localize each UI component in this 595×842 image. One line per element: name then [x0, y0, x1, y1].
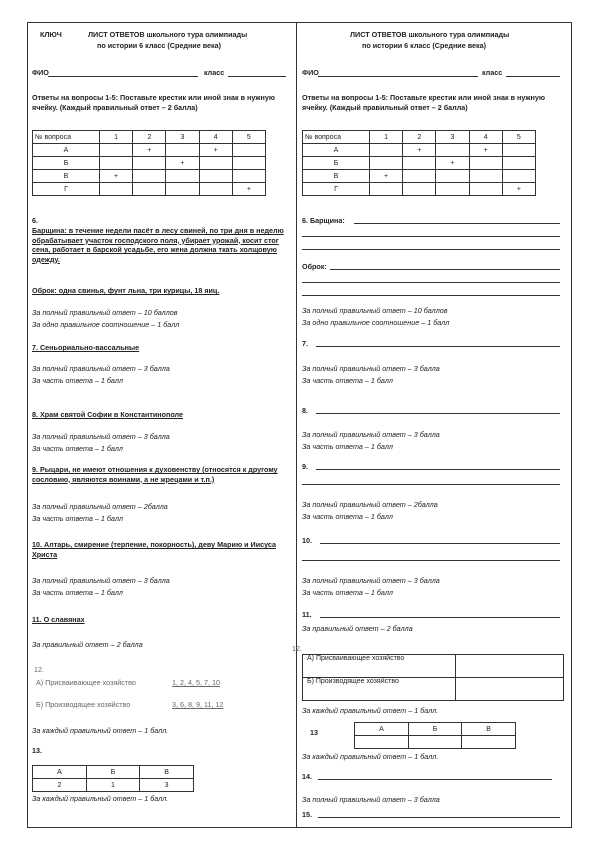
- q13-value-cell: 2: [33, 779, 87, 792]
- grid-cell[interactable]: +: [436, 157, 469, 170]
- right-answer-grid: [302, 130, 536, 196]
- left-title-line2: по истории 6 класс (Средние века): [97, 41, 222, 50]
- left-answer-grid: [32, 130, 266, 196]
- right-q6-obrok: Оброк:: [302, 262, 327, 271]
- grid-cell: [199, 170, 232, 183]
- right-fio-label: ФИО: [302, 68, 319, 77]
- grid-cell: +: [199, 144, 232, 157]
- q13-value-cell: 3: [140, 779, 194, 792]
- left-q8-score-part: За часть ответа – 1 балл: [32, 444, 123, 453]
- left-q10-score-part: За часть ответа – 1 балл: [32, 588, 123, 597]
- q13-header-cell: В: [462, 723, 516, 736]
- right-q11-number: 11.: [302, 610, 312, 619]
- left-q8-answer: 8. Храм святой Софии в Константинополе: [32, 410, 184, 419]
- answer-line[interactable]: [302, 236, 560, 237]
- grid-header-cell: № вопроса: [303, 131, 370, 144]
- grid-cell[interactable]: +: [370, 170, 403, 183]
- q13-header-row: [355, 723, 516, 736]
- left-q12-a-value: 1, 2, 4, 5, 7, 10: [172, 678, 220, 687]
- left-q6-score-part: За одно правильное соотношение – 1 балл: [32, 320, 180, 329]
- left-q13-number: 13.: [32, 746, 42, 755]
- q12-row: [303, 655, 564, 678]
- grid-row: [303, 183, 536, 196]
- grid-cell: [133, 157, 166, 170]
- grid-cell: +: [133, 144, 166, 157]
- answer-line[interactable]: [302, 560, 560, 561]
- grid-row-label: Г: [303, 183, 370, 196]
- answer-line[interactable]: [320, 617, 560, 618]
- grid-cell[interactable]: [370, 157, 403, 170]
- grid-header-cell: 1: [100, 131, 133, 144]
- right-instructions: Ответы на вопросы 1-5: Поставьте крестик или иной знак в нужную ячейку. (Каждый правильный ответ – 2 балла): [302, 93, 545, 112]
- left-q10-answer: 10. Алтарь, смирение (терпение, покорность), деву Марию и Иисуса Христа: [32, 540, 277, 559]
- grid-cell: [166, 144, 199, 157]
- key-label: КЛЮЧ: [40, 30, 62, 39]
- left-q12-number: 12.: [34, 665, 44, 674]
- left-q11-answer: 11. О славянах: [32, 615, 85, 624]
- q12-a-label: А) Присваивающее хозяйство: [303, 655, 456, 678]
- grid-cell: [166, 183, 199, 196]
- grid-cell[interactable]: [403, 170, 436, 183]
- grid-row: [303, 157, 536, 170]
- grid-row-label: Б: [33, 157, 100, 170]
- q12-row: [303, 678, 564, 701]
- right-class-label: класс: [482, 68, 503, 77]
- grid-header-cell: 1: [370, 131, 403, 144]
- right-q9-score-part: За часть ответа – 1 балл: [302, 512, 393, 521]
- right-q10-score-full: За полный правильный ответ – 3 балла: [302, 576, 440, 585]
- right-q6-label: 6. Барщина:: [302, 216, 345, 225]
- q12-a-answer-cell[interactable]: [456, 655, 564, 678]
- left-q7-score-part: За часть ответа – 1 балл: [32, 376, 123, 385]
- right-q6-score-part: За одно правильное соотношение – 1 балл: [302, 318, 450, 327]
- left-q13-score: За каждый правильный ответ – 1 балл.: [32, 794, 169, 803]
- grid-cell: [232, 144, 265, 157]
- right-q13-score: За каждый правильный ответ – 1 балл.: [302, 752, 439, 761]
- grid-cell: [100, 183, 133, 196]
- left-q6-number: 6.: [32, 216, 38, 225]
- left-q7-score-full: За полный правильный ответ – 3 балла: [32, 364, 170, 373]
- right-q9-number: 9.: [302, 462, 308, 471]
- grid-cell[interactable]: [403, 157, 436, 170]
- left-q9-answer: 9. Рыцари, не имеют отношения к духовенству (относятся к другому сословию, являются воинами, а не жрецами и т.п.): [32, 465, 278, 484]
- q13-value-cell: 1: [86, 779, 139, 792]
- grid-cell: [232, 170, 265, 183]
- answer-line[interactable]: [330, 269, 560, 270]
- left-class-line: [228, 76, 286, 77]
- grid-header-cell: 3: [436, 131, 469, 144]
- q13-answer-cell[interactable]: [408, 736, 461, 749]
- grid-cell: [100, 157, 133, 170]
- q13-value-row: [33, 779, 194, 792]
- right-q7-score-part: За часть ответа – 1 балл: [302, 376, 393, 385]
- grid-cell[interactable]: +: [403, 144, 436, 157]
- left-q12-b-label: Б) Производящее хозяйство: [36, 700, 131, 709]
- grid-header-cell: 5: [502, 131, 535, 144]
- grid-row: [33, 170, 266, 183]
- grid-header-cell: 5: [232, 131, 265, 144]
- right-q14-number: 14.: [302, 772, 312, 781]
- left-fio-line: [48, 76, 198, 77]
- grid-cell: [100, 144, 133, 157]
- left-instructions: Ответы на вопросы 1-5: Поставьте крестик или иной знак в нужную ячейку. (Каждый правильный ответ – 2 балла): [32, 93, 275, 112]
- grid-row-label: А: [303, 144, 370, 157]
- grid-header-cell: № вопроса: [33, 131, 100, 144]
- grid-row-label: Г: [33, 183, 100, 196]
- grid-cell[interactable]: [469, 183, 502, 196]
- right-q7-score-full: За полный правильный ответ – 3 балла: [302, 364, 440, 373]
- left-q13-table: [32, 765, 194, 792]
- q13-header-cell: Б: [408, 723, 461, 736]
- grid-cell[interactable]: [502, 170, 535, 183]
- grid-cell: [232, 157, 265, 170]
- right-q12-table: [302, 654, 564, 701]
- right-q12-number: 12.: [292, 644, 302, 653]
- q13-header-cell: Б: [86, 766, 139, 779]
- right-q7-number: 7.: [302, 339, 308, 348]
- q13-answer-row: [355, 736, 516, 749]
- right-q8-number: 8.: [302, 406, 308, 415]
- left-q12-b-value: 3, 6, 8, 9, 11, 12: [172, 700, 224, 709]
- grid-header-cell: 4: [469, 131, 502, 144]
- right-q15-number: 15.: [302, 810, 312, 819]
- left-q6-obrok: Оброк: одна свинья, фунт льна, три курицы, 18 яиц.: [32, 286, 220, 295]
- answer-line[interactable]: [316, 469, 560, 470]
- grid-cell: +: [232, 183, 265, 196]
- right-q10-score-part: За часть ответа – 1 балл: [302, 588, 393, 597]
- right-q6-score-full: За полный правильный ответ – 10 баллов: [302, 306, 448, 315]
- grid-cell[interactable]: [436, 170, 469, 183]
- right-q9-score-full: За полный правильный ответ – 2балла: [302, 500, 438, 509]
- grid-cell[interactable]: [370, 144, 403, 157]
- grid-cell: +: [100, 170, 133, 183]
- right-title-line2: по истории 6 класс (Средние века): [362, 41, 487, 50]
- grid-row: [303, 144, 536, 157]
- right-q8-score-part: За часть ответа – 1 балл: [302, 442, 393, 451]
- grid-row: [33, 144, 266, 157]
- grid-cell[interactable]: [469, 157, 502, 170]
- grid-row-label: В: [303, 170, 370, 183]
- answer-line[interactable]: [302, 484, 560, 485]
- grid-row: [303, 170, 536, 183]
- grid-cell[interactable]: [436, 183, 469, 196]
- right-q11-score: За правильный ответ – 2 балла: [302, 624, 413, 633]
- answer-line[interactable]: [302, 295, 560, 296]
- grid-row-label: Б: [303, 157, 370, 170]
- grid-cell[interactable]: [502, 144, 535, 157]
- answer-line[interactable]: [354, 223, 560, 224]
- left-q11-score: За правильный ответ – 2 балла: [32, 640, 143, 649]
- q13-header-row: [33, 766, 194, 779]
- answer-line[interactable]: [302, 249, 560, 250]
- grid-row: [33, 157, 266, 170]
- grid-row: [33, 183, 266, 196]
- left-q8-score-full: За полный правильный ответ – 3 балла: [32, 432, 170, 441]
- left-q12-score: За каждый правильный ответ – 1 балл.: [32, 726, 169, 735]
- right-q10-number: 10.: [302, 536, 312, 545]
- left-q10-score-full: За полный правильный ответ – 3 балла: [32, 576, 170, 585]
- grid-header-cell: 3: [166, 131, 199, 144]
- answer-line[interactable]: [318, 817, 560, 818]
- grid-header-row: [33, 131, 266, 144]
- grid-cell: +: [166, 157, 199, 170]
- grid-header-cell: 4: [199, 131, 232, 144]
- right-q12-score: За каждый правильный ответ – 1 балл.: [302, 706, 439, 715]
- grid-cell[interactable]: [403, 183, 436, 196]
- answer-line[interactable]: [316, 346, 560, 347]
- grid-cell: [199, 157, 232, 170]
- grid-row-label: А: [33, 144, 100, 157]
- answer-line[interactable]: [318, 779, 552, 780]
- left-q6-answer: Барщина: в течение недели пасёт в лесу свиней, по три дня в неделю обрабатывает участок господского поля, убирает урожай, косит стог сена, работает в барской усадьбе, его жена должна ткать холщовую одежду.: [32, 226, 284, 264]
- grid-header-cell: 2: [133, 131, 166, 144]
- grid-row-label: В: [33, 170, 100, 183]
- grid-header-cell: 2: [403, 131, 436, 144]
- answer-line[interactable]: [320, 543, 560, 544]
- left-q12-a-label: А) Присваивающее хозяйство: [36, 678, 136, 687]
- right-fio-line[interactable]: [318, 76, 478, 77]
- left-title-line1: ЛИСТ ОТВЕТОВ школьного тура олимпиады: [88, 30, 248, 39]
- right-q14-score: За полный правильный ответ – 3 балла: [302, 795, 440, 804]
- q13-header-cell: А: [355, 723, 409, 736]
- q13-answer-cell[interactable]: [355, 736, 409, 749]
- right-q13-table: [354, 722, 516, 749]
- left-q9-score-part: За часть ответа – 1 балл: [32, 514, 123, 523]
- right-title-line1: ЛИСТ ОТВЕТОВ школьного тура олимпиады: [350, 30, 510, 39]
- grid-cell[interactable]: +: [469, 144, 502, 157]
- q13-header-cell: А: [33, 766, 87, 779]
- grid-cell: [133, 183, 166, 196]
- grid-cell[interactable]: [370, 183, 403, 196]
- grid-cell[interactable]: [502, 157, 535, 170]
- right-q13-number: 13: [310, 728, 318, 737]
- grid-cell: [199, 183, 232, 196]
- answer-line[interactable]: [302, 282, 560, 283]
- q13-header-cell: В: [140, 766, 194, 779]
- grid-cell: [166, 170, 199, 183]
- grid-cell[interactable]: [436, 144, 469, 157]
- left-fio-label: ФИО: [32, 68, 49, 77]
- grid-cell[interactable]: +: [502, 183, 535, 196]
- right-class-line[interactable]: [506, 76, 560, 77]
- q12-b-answer-cell[interactable]: [456, 678, 564, 701]
- answer-line[interactable]: [316, 413, 560, 414]
- right-q8-score-full: За полный правильный ответ – 3 балла: [302, 430, 440, 439]
- q13-answer-cell[interactable]: [462, 736, 516, 749]
- q12-b-label: Б) Производящее хозяйство: [303, 678, 456, 701]
- left-q7-answer: 7. Сеньориально-вассальные: [32, 343, 140, 352]
- column-divider: [296, 22, 297, 828]
- left-q9-score-full: За полный правильный ответ – 2балла: [32, 502, 168, 511]
- grid-cell: [133, 170, 166, 183]
- grid-header-row: [303, 131, 536, 144]
- left-q6-score-full: За полный правильный ответ – 10 баллов: [32, 308, 178, 317]
- left-class-label: класс: [204, 68, 225, 77]
- grid-cell[interactable]: [469, 170, 502, 183]
